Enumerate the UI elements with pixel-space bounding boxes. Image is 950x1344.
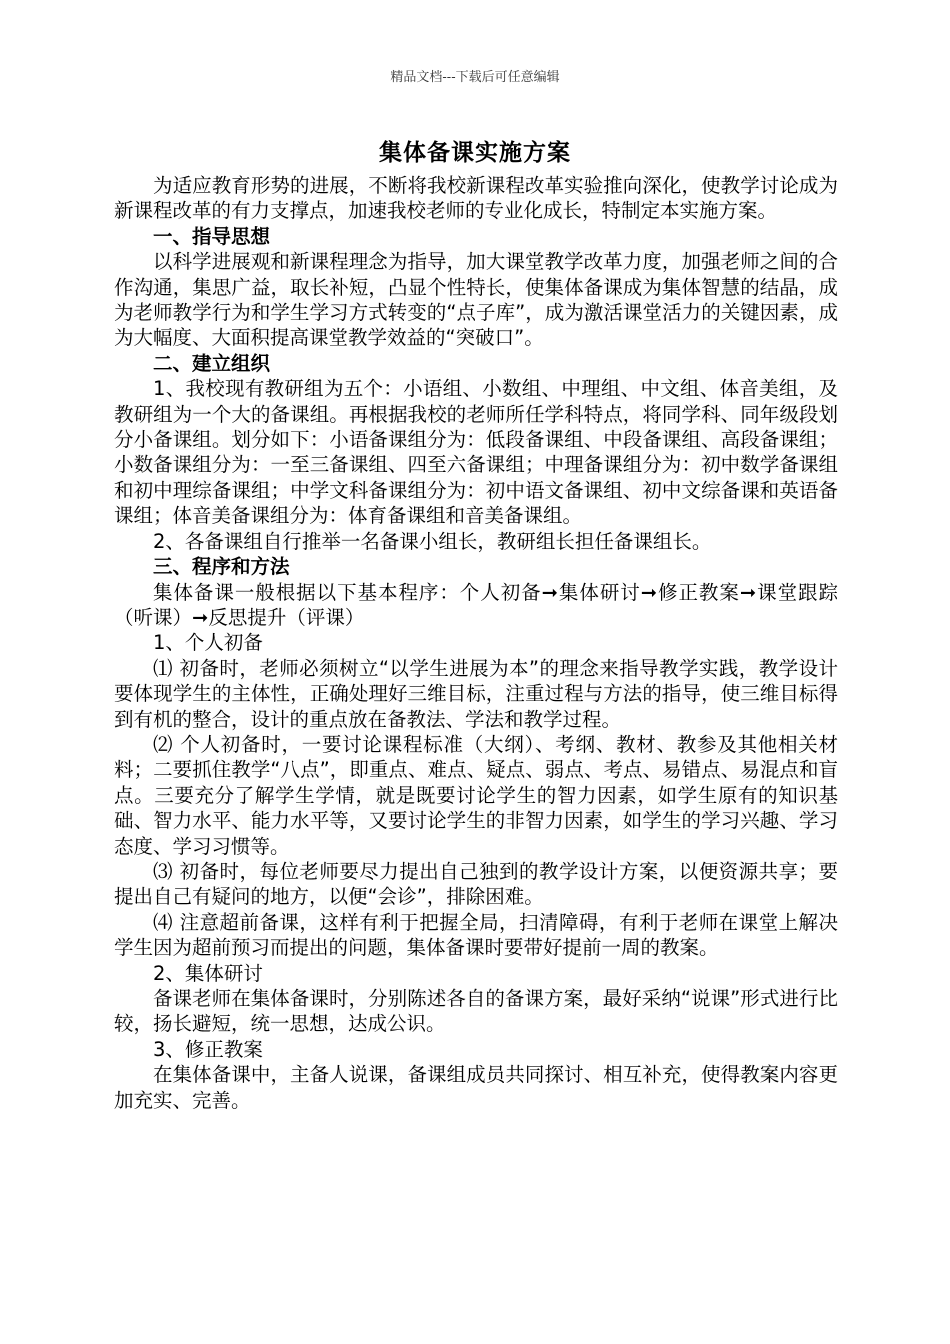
- subheading-group-discussion: 2、集体研讨: [153, 961, 263, 985]
- section-heading-procedure: 三、程序和方法: [153, 555, 290, 579]
- page-header: 精品文档---下载后可任意编辑: [390, 70, 560, 85]
- document-title: 集体备课实施方案: [379, 140, 571, 166]
- subheading-revise-plan: 3、修正教案: [153, 1037, 263, 1061]
- document-body: [114, 173, 838, 1113]
- individual-prep-item-3: ⑶ 初备时，每位老师要尽力提出自己独到的教学设计方案，以便资源共享；要提出自己有疑问的地方，以便“会诊”，排除困难。: [114, 859, 838, 909]
- individual-prep-item-2: ⑵ 个人初备时，一要讨论课程标准（大纲）、考纲、教材、教参及其他相关材料；二要抓住教学“八点”，即重点、难点、疑点、弱点、考点、易错点、易混点和盲点。三要充分了解学生学情，就是既要讨论学生的智力因素，如学生原有的知识基础、智力水平、能力水平等，又要讨论学生的非智力因素，如学生的学习兴趣、学习态度、学习习惯等。: [114, 732, 838, 858]
- subheading-individual-prep: 1、个人初备: [153, 631, 263, 655]
- group-discussion-paragraph: 备课老师在集体备课时，分别陈述各自的备课方案，最好采纳“说课”形式进行比较，扬长避短，统一思想，达成公识。: [114, 987, 838, 1036]
- section-heading-organization: 二、建立组织: [153, 351, 271, 375]
- intro-paragraph: 为适应教育形势的进展，不断将我校新课程改革实验推向深化，使教学讨论成为新课程改革的有力支撑点，加速我校老师的专业化成长，特制定本实施方案。: [114, 174, 838, 223]
- organization-paragraph-1: 1、我校现有教研组为五个：小语组、小数组、中理组、中文组、体音美组，及教研组为一个大的备课组。再根据我校的老师所任学科特点，将同学科、同年级段划分小备课组。划分如下：小语备课组分为：低段备课组、中段备课组、高段备课组；小数备课组分为：一至三备课组、四至六备课组；中理备课组分为：初中数学备课组和初中理综备课组；中学文科备课组分为：初中语文备课组、初中文综备课和英语备课组；体音美备课组分为：体育备课组和音美备课组。: [114, 377, 838, 528]
- guiding-ideology-paragraph: 以科学进展观和新课程理念为指导，加大课堂教学改革力度，加强老师之间的合作沟通，集思广益，取长补短，凸显个性特长，使集体备课成为集体智慧的结晶，成为老师教学行为和学生学习方式转变的“点子库”，成为激活课堂活力的关键因素，成为大幅度、大面积提高课堂教学效益的“突破口”。: [114, 250, 838, 350]
- organization-paragraph-2: 2、各备课组自行推举一名备课小组长，教研组长担任备课组长。: [153, 529, 712, 553]
- procedure-intro-paragraph: 集体备课一般根据以下基本程序：个人初备➞集体研讨➞修正教案➞课堂跟踪（听课）➞反思提升（评课）: [114, 580, 838, 629]
- section-heading-guiding-ideology: 一、指导思想: [153, 224, 271, 248]
- revise-plan-paragraph: 在集体备课中，主备人说课，备课组成员共同探讨、相互补充，使得教案内容更加充实、完善。: [114, 1063, 838, 1112]
- individual-prep-item-1: ⑴ 初备时，老师必须树立“以学生进展为本”的理念来指导教学实践，教学设计要体现学生的主体性，正确处理好三维目标，注重过程与方法的指导，使三维目标得到有机的整合，设计的重点放在备教法、学法和教学过程。: [114, 656, 838, 731]
- individual-prep-item-4: ⑷ 注意超前备课，这样有利于把握全局，扫清障碍，有利于老师在课堂上解决学生因为超前预习而提出的问题，集体备课时要带好提前一周的教案。: [114, 910, 838, 960]
